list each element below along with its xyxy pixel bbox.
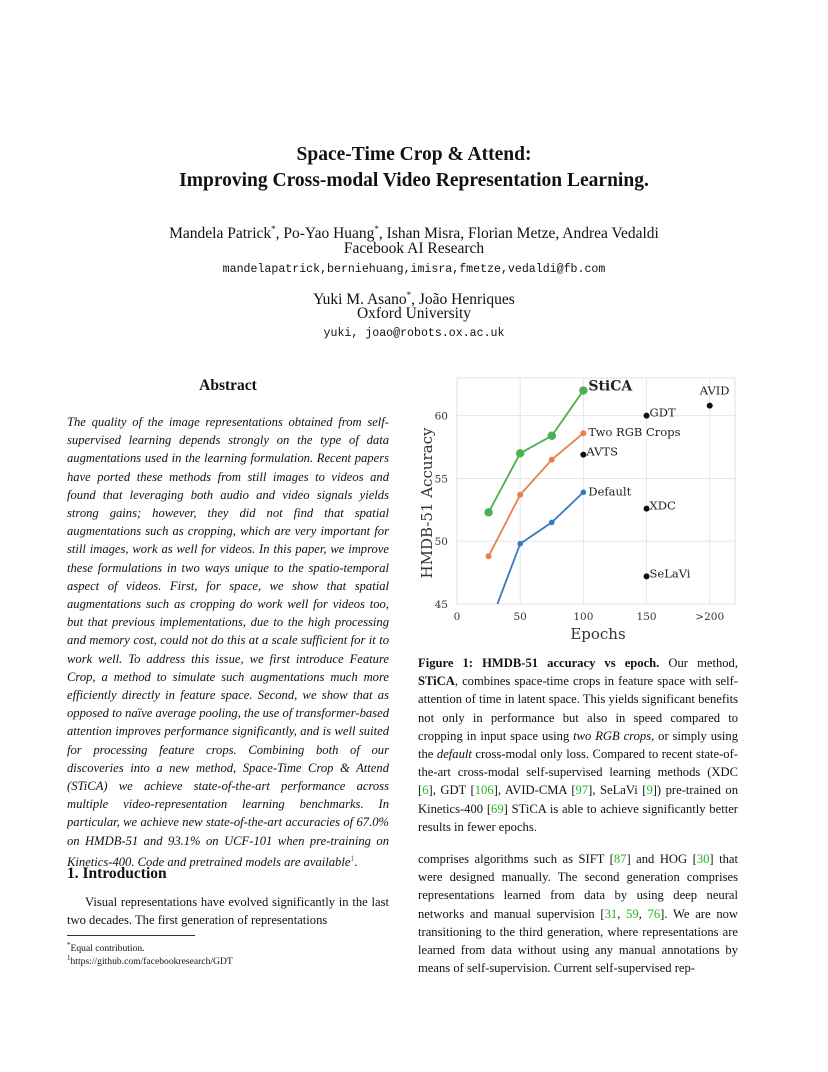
- series-label: Default: [588, 484, 632, 499]
- series-point: [579, 386, 587, 394]
- author-name: , Po-Yao Huang: [275, 225, 375, 243]
- footnote-mark: *: [67, 941, 71, 949]
- author-name: Yuki M. Asano: [313, 291, 407, 309]
- citation-link[interactable]: 97: [575, 783, 589, 798]
- y-tick-label: 45: [434, 599, 448, 611]
- footnote-text: Equal contribution.: [70, 943, 145, 955]
- series-2: [497, 489, 586, 604]
- caption-text: ], AVID-CMA [: [493, 783, 576, 798]
- figure-1-caption: [418, 654, 738, 836]
- abstract-heading: Abstract: [199, 377, 257, 394]
- citation-link[interactable]: 6: [422, 783, 429, 798]
- baseline-point-label: GDT: [649, 405, 676, 420]
- citation-link[interactable]: 30: [696, 852, 710, 866]
- series-line: [489, 391, 584, 513]
- equal-contribution-mark: *: [271, 224, 276, 234]
- footnote-rule: [67, 935, 195, 936]
- right-column-body: [418, 850, 738, 977]
- caption-text: ] STiCA is able to achieve significantly better results in fewer epochs.: [418, 801, 738, 834]
- series-point: [580, 430, 586, 436]
- series-1: [486, 430, 587, 559]
- caption-label: Figure 1: HMDB-51 accuracy vs epoch.: [418, 656, 660, 670]
- x-axis-label: Epochs: [570, 625, 626, 643]
- series-point: [581, 489, 587, 495]
- baseline-point-label: XDC: [649, 498, 676, 513]
- caption-emphasis: default: [436, 747, 472, 762]
- author-names: , Ishan Misra, Florian Metze, Andrea Vedaldi: [378, 225, 659, 243]
- citation-link[interactable]: 76: [647, 906, 661, 921]
- x-tick-label: 0: [453, 611, 461, 623]
- caption-method-name: STiCA: [418, 674, 455, 689]
- citation-link[interactable]: 69: [491, 801, 504, 816]
- caption-text: ]) pre-trained on Kinetics-400 [: [418, 783, 738, 816]
- equal-contribution-mark: *: [406, 290, 412, 300]
- baseline-point-label: SeLaVi: [649, 566, 691, 581]
- series-label: StiCA: [588, 378, 633, 395]
- baseline-point-label: AVID: [699, 383, 730, 398]
- series-label: Two RGB Crops: [588, 425, 681, 440]
- citation-link[interactable]: 59: [626, 906, 639, 921]
- citation-link[interactable]: 9: [646, 783, 653, 798]
- series-line: [489, 433, 584, 556]
- email-2: yuki, joao@robots.ox.ac.uk: [323, 327, 505, 340]
- citation-link[interactable]: 87: [613, 852, 627, 866]
- baseline-point: [707, 403, 713, 409]
- citation-link[interactable]: 106: [474, 783, 494, 798]
- abstract-end: .: [354, 855, 358, 870]
- series-point: [517, 541, 523, 547]
- body-text: comprises algorithms such as SIFT [: [418, 852, 614, 866]
- title-line-1: Space-Time Crop & Attend:: [296, 144, 532, 165]
- series-line: [497, 492, 583, 604]
- caption-emphasis: two RGB crops: [573, 728, 652, 743]
- series-point: [486, 553, 492, 559]
- abstract-body: [67, 413, 389, 871]
- y-tick-label: 60: [434, 410, 448, 423]
- footnote-2: [67, 952, 397, 968]
- body-text: ] that were designed manually. The second generation comprises representations learned from data by using deep neural networks and manual supervision [: [418, 852, 738, 921]
- affiliation-2: Oxford University: [356, 305, 472, 322]
- introduction-heading: 1. Introduction: [67, 865, 167, 882]
- body-text: ]. We are now transitioning to the third generation, where representations are learned from data without using any manual annotations by means of self-supervision. Current self-supervised rep-: [418, 906, 739, 976]
- caption-text: , combines space-time crops in feature space with self-attention of time in latent space. This yields significant benefits not only in performance but also in speed compared to cropping in input space using: [418, 674, 738, 743]
- y-axis-label: HMDB-51 Accuracy: [418, 427, 436, 579]
- caption-text: cross-modal only loss. Compared to recent state-of-the-art cross-modal self-supervised learning methods (XDC [: [418, 747, 738, 798]
- affiliation-1: Facebook AI Research: [343, 240, 485, 257]
- y-tick-label: 50: [434, 536, 448, 549]
- series-point: [517, 492, 523, 498]
- introduction-body: Visual representations have evolved significantly in the last two decades. The first generation of representations: [67, 895, 389, 928]
- caption-text: Our method,: [659, 656, 738, 670]
- series-point: [548, 432, 556, 440]
- x-tick-label: >200: [695, 611, 725, 623]
- body-text: ,: [617, 906, 627, 921]
- caption-text: ], SeLaVi [: [588, 783, 647, 798]
- series-point: [549, 520, 555, 526]
- y-tick-label: 55: [434, 473, 448, 486]
- title-line-2: Improving Cross-modal Video Representation Learning.: [179, 170, 649, 191]
- series-point: [484, 508, 492, 516]
- equal-contribution-mark: *: [374, 224, 379, 234]
- series-0: [484, 386, 587, 516]
- x-tick-label: 100: [573, 611, 594, 623]
- series-point: [549, 457, 555, 463]
- body-text: ,: [638, 906, 648, 921]
- email-1: mandelapatrick,berniehuang,imisra,fmetze,vedaldi@fb.com: [222, 263, 606, 276]
- x-tick-label: 50: [513, 611, 527, 623]
- footnote-mark: 1: [67, 954, 71, 962]
- x-tick-label: 150: [636, 611, 657, 623]
- body-text: ] and HOG [: [626, 852, 697, 866]
- abstract-text: The quality of the image representations obtained from self-supervised learning depends strongly on the type of data augmentations used in the learning formulation. Recent papers have ported these methods from still images to videos and found that leveraging both audio and video signals yields strong gains; however, they did not find that spatial augmentations such as cropping, which are very important for still images, work as well for videos. In this paper, we improve these formulations in two ways unique to the spatio-temporal aspect of videos. First, for space, we show that spatial augmentations such as cropping do work well for videos too, but that previous implementations, due to the high processing and memory cost, could not do this at a scale sufficient for it to work well. To address this issue, we first introduce Feature Crop, a method to simulate such augmentations much more efficiently directly in feature space. Second, we show that as opposed to naïve average pooling, the use of transformer-based attention improves performance significantly, and is well suited for processing feature crops. Combining both of our discoveries into a new method, Space-Time Crop & Attend (STiCA) we achieve state-of-the-art performance across multiple video-representation learning benchmarks. In particular, we achieve new state-of-the-art accuracies of 67.0% on HMDB-51 and 93.1% on UCF-101 when pre-training on Kinetics-400. Code and pretrained models are available: [67, 415, 389, 870]
- author-name: , João Henriques: [411, 291, 515, 309]
- footnote-ref-link[interactable]: 1: [350, 853, 355, 863]
- series-point: [516, 449, 524, 457]
- caption-text: ], GDT [: [428, 783, 475, 798]
- footnote-url-link[interactable]: https://github.com/facebookresearch/GDT: [70, 956, 233, 968]
- hmdb51-accuracy-chart: [410, 370, 740, 650]
- author-name: Mandela Patrick: [169, 225, 272, 243]
- paper-title: [0, 142, 828, 194]
- caption-text: , or simply using the: [418, 728, 738, 762]
- citation-link[interactable]: 31: [604, 906, 618, 921]
- baseline-point-label: AVTS: [586, 444, 618, 459]
